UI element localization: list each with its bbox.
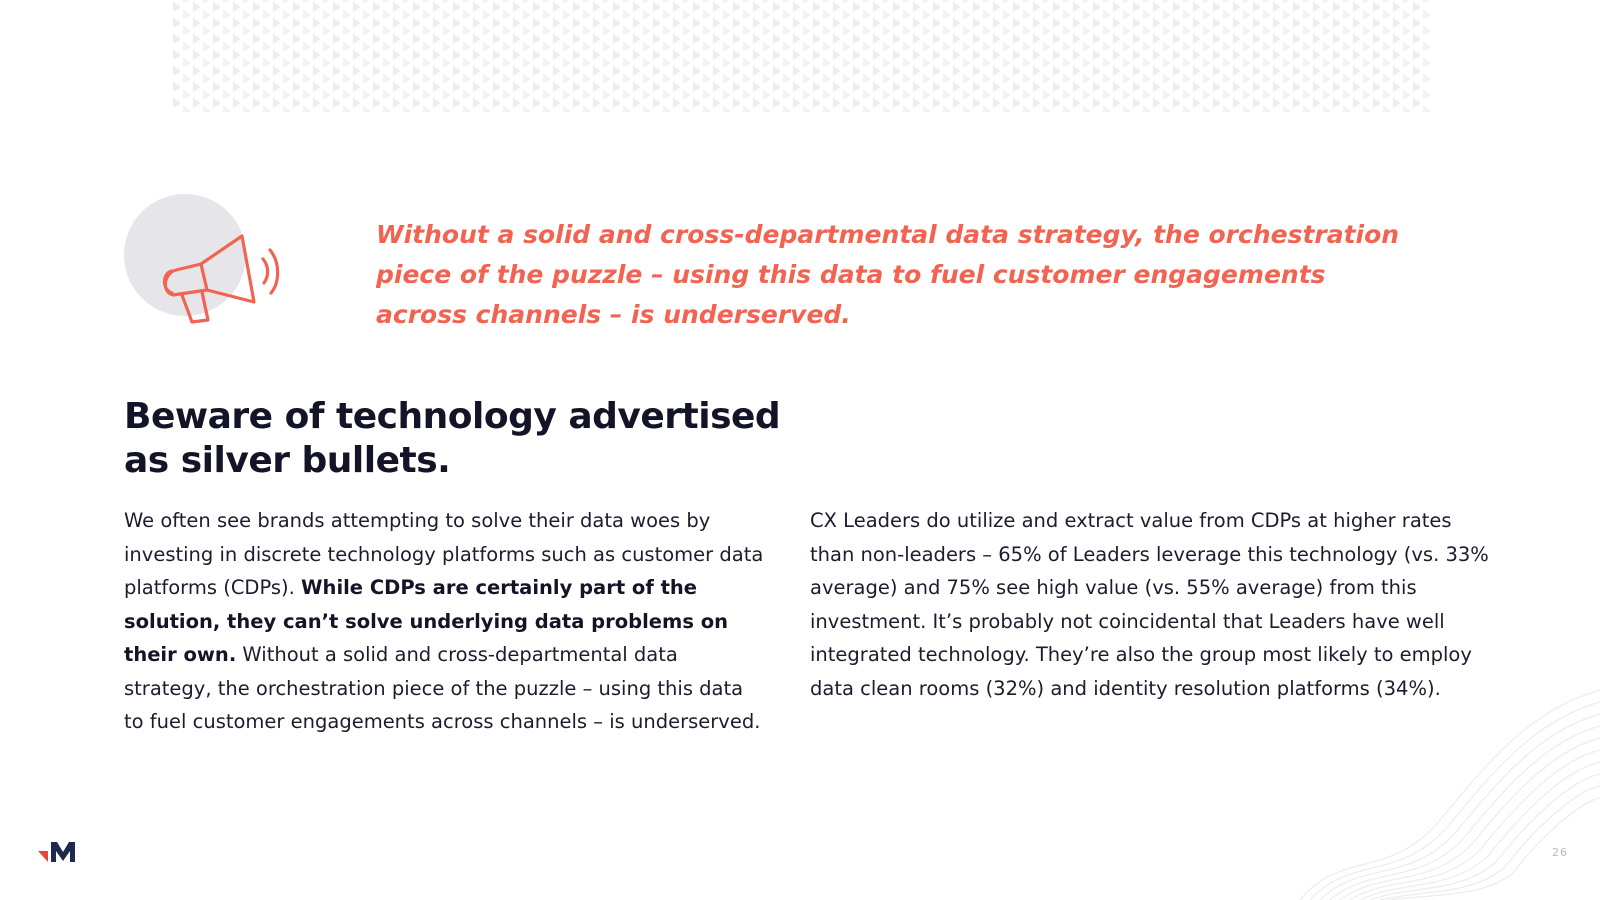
triangle-pattern-decoration: [170, 0, 1430, 112]
m-logo-icon: [38, 840, 78, 864]
body-left-column: [124, 504, 764, 739]
page-number: 26: [1552, 846, 1568, 859]
megaphone-callout-icon-group: [124, 194, 294, 334]
megaphone-icon: [124, 194, 294, 334]
section-heading: Beware of technology advertised as silver bullets.: [124, 396, 781, 481]
body-left-bold-text: While CDPs are certainly part of the solution, they can’t solve underlying data problems on their own.: [124, 576, 729, 666]
body-left-text-2: Without a solid and cross-departmental data strategy, the orchestration piece of the puzzle – using this data to fuel customer engagements across channels – is underserved.: [124, 643, 761, 733]
body-left-text-1: We often see brands attempting to solve their data woes by investing in discrete technology platforms such as customer data platforms (CDPs).: [124, 509, 764, 599]
body-right-column: CX Leaders do utilize and extract value from CDPs at higher rates than non-leaders – 65% of Leaders leverage this technology (vs. 33% average) and 75% see high value (vs. 55% average) from this investment. It’s probably not coincidental that Leaders have well integrated technology. They’re also the group most likely to employ data clean rooms (32%) and identity resolution platforms (34%).: [810, 509, 1489, 700]
pull-quote: Without a solid and cross-departmental data strategy, the orchestration piece of the puzzle – using this data to fuel customer engagements across channels – is underserved.: [376, 220, 1400, 329]
